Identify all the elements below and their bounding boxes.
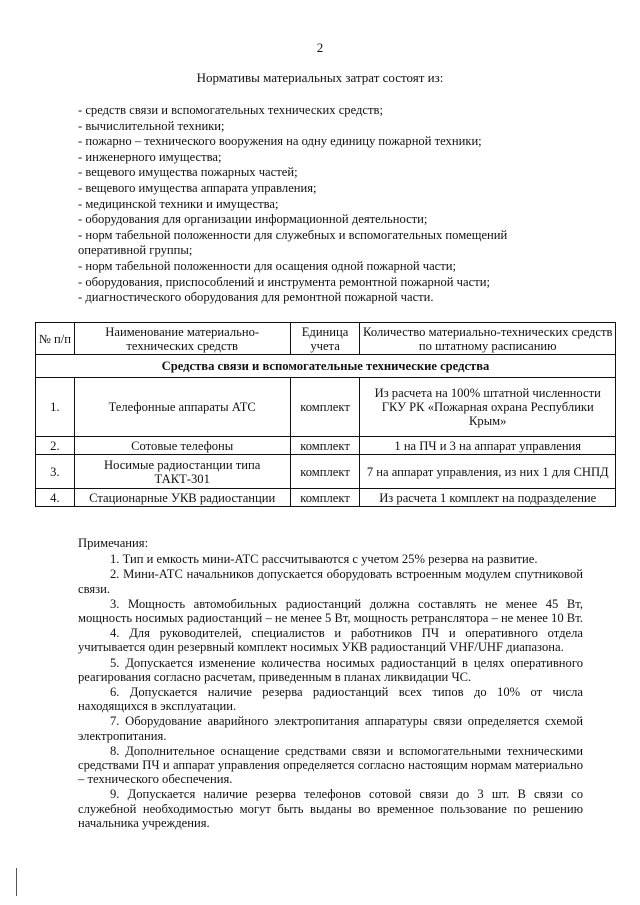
cell-name: Сотовые телефоны bbox=[74, 437, 290, 455]
header-unit: Единица учета bbox=[290, 323, 360, 355]
cell-unit: комплект bbox=[290, 378, 360, 437]
cell-quantity: Из расчета 1 комплект на подразделение bbox=[360, 489, 616, 507]
list-item: - инженерного имущества; bbox=[78, 149, 222, 164]
table-row bbox=[36, 437, 616, 455]
intro-heading: Нормативы материальных затрат состоят из: bbox=[196, 70, 444, 85]
header-quantity: Количество материально-технических средств по штатному расписанию bbox=[360, 323, 616, 355]
list-item: - норм табельной положенности для осащения одной пожарной части; bbox=[78, 258, 457, 273]
cell-number: 1. bbox=[36, 378, 75, 437]
table-row bbox=[36, 455, 616, 489]
cell-name: Телефонные аппараты АТС bbox=[74, 378, 290, 437]
table-section-row bbox=[36, 355, 616, 378]
note-item: 6. Допускается наличие резерва радиостанций всех типов до 10% от числа находящихся в эксплуатации. bbox=[78, 685, 583, 714]
list-item: - медицинской техники и имущества; bbox=[78, 196, 279, 211]
cell-number: 4. bbox=[36, 489, 75, 507]
cell-name: Стационарные УКВ радиостанции bbox=[74, 489, 290, 507]
list-item: - оборудования для организации информационной деятельности; bbox=[78, 212, 428, 227]
list-item: - диагностического оборудования для ремонтной пожарной части. bbox=[78, 290, 434, 305]
norms-list bbox=[78, 103, 578, 306]
scan-margin-line bbox=[16, 868, 17, 896]
note-item: 4. Для руководителей, специалистов и работников ПЧ и оперативного отдела учитывается один резервный комплект носимых УКВ радиостанций VHF/UHF диапазона. bbox=[78, 626, 583, 655]
section-title: Средства связи и вспомогательные технические средства bbox=[36, 355, 616, 378]
header-name: Наименование материально-технических средств bbox=[74, 323, 290, 355]
list-item: - норм табельной положенности для служебных и вспомогательных помещений оперативной группы; bbox=[78, 227, 508, 258]
cell-unit: комплект bbox=[290, 437, 360, 455]
list-item: - оборудования, приспособлений и инструмента ремонтной пожарной части; bbox=[78, 274, 490, 289]
notes-block bbox=[78, 536, 583, 831]
cell-unit: комплект bbox=[290, 489, 360, 507]
note-item: 1. Тип и емкость мини-АТС рассчитываются с учетом 25% резерва на развитие. bbox=[110, 552, 538, 567]
table-row bbox=[36, 489, 616, 507]
cell-quantity: 7 на аппарат управления, из них 1 для СНПД bbox=[360, 455, 616, 489]
cell-number: 2. bbox=[36, 437, 75, 455]
list-item: - вычислительной техники; bbox=[78, 118, 225, 133]
notes-title: Примечания: bbox=[78, 536, 149, 550]
cell-name: Носимые радиостанции типа ТАКТ-301 bbox=[74, 455, 290, 489]
note-item: 7. Оборудование аварийного электропитания аппаратуры связи определяется схемой электропитания. bbox=[78, 714, 583, 743]
list-item: - вещевого имущества пожарных частей; bbox=[78, 165, 298, 180]
note-item: 3. Мощность автомобильных радиостанций должна составлять не менее 45 Вт, мощность носимых радиостанций – не менее 5 Вт, мощность ретранслятора – не менее 10 Вт. bbox=[78, 596, 583, 626]
table-row bbox=[36, 378, 616, 437]
cell-quantity: 1 на ПЧ и 3 на аппарат управления bbox=[360, 437, 616, 455]
cell-number: 3. bbox=[36, 455, 75, 489]
note-item: 8. Дополнительное оснащение средствами связи и вспомогательными техническими средствами ПЧ и аппарат управления определяется согласно настоящим нормам материально – технического обеспечения. bbox=[78, 743, 583, 787]
list-item: - средств связи и вспомогательных технических средств; bbox=[78, 103, 383, 117]
list-item: - пожарно – технического вооружения на одну единицу пожарной техники; bbox=[78, 134, 482, 149]
note-item: 5. Допускается изменение количества носимых радиостанций в целях оперативного реагирования согласно расчетам, приведенным в планах ликвидации ЧС. bbox=[78, 655, 583, 684]
cell-unit: комплект bbox=[290, 455, 360, 489]
note-item: 9. Допускается наличие резерва телефонов сотовой связи до 3 шт. В связи со служебной необходимостью могут быть выданы во временное пользование по решению начальника учреждения. bbox=[78, 787, 583, 830]
table-header-row bbox=[36, 323, 616, 355]
cell-quantity: Из расчета на 100% штатной численности ГКУ РК «Пожарная охрана Республики Крым» bbox=[360, 378, 616, 437]
equipment-table bbox=[35, 322, 616, 507]
list-item: - вещевого имущества аппарата управления; bbox=[78, 180, 317, 195]
page-number: 2 bbox=[316, 40, 324, 55]
header-number: № п/п bbox=[36, 323, 75, 355]
note-item: 2. Мини-АТС начальников допускается оборудовать встроенным модулем спутниковой связи. bbox=[78, 567, 583, 596]
